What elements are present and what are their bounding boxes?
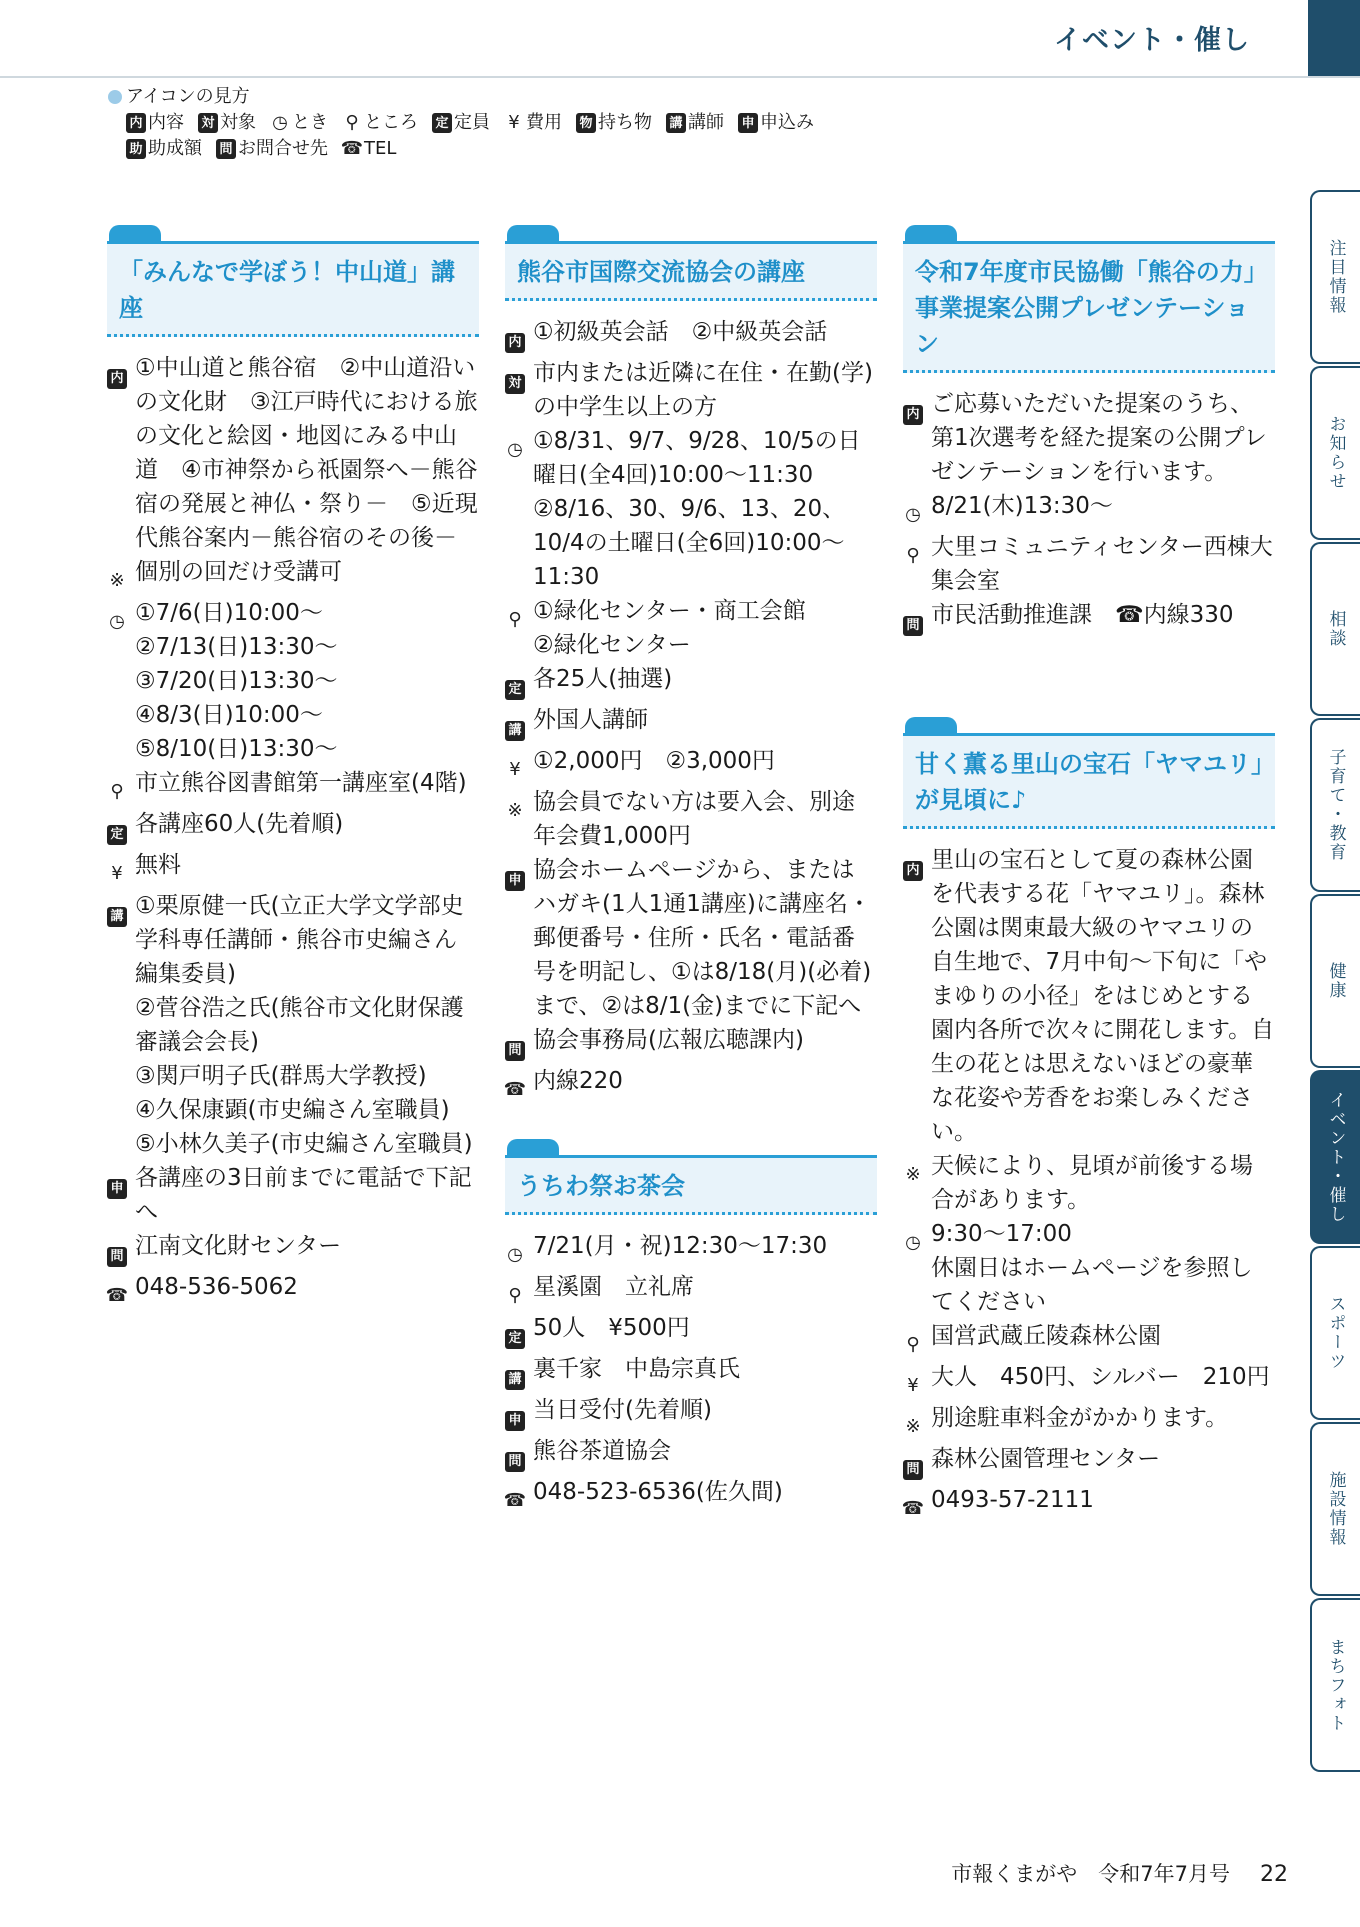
- publication-name: 市報くまがや 令和7年7月号: [951, 1862, 1230, 1886]
- info-row: [505, 744, 877, 785]
- legend-label: 申込み: [760, 112, 814, 133]
- column-right: [903, 225, 1275, 1558]
- info-row: [107, 1270, 479, 1311]
- content-icon: 内: [126, 113, 146, 133]
- info-text: 協会員でない方は要入会、別途年会費1,000円: [533, 789, 855, 849]
- info-row: [903, 1217, 1275, 1319]
- legend-label: TEL: [364, 138, 397, 159]
- info-row: [107, 596, 479, 766]
- info-row: [505, 424, 877, 594]
- card-title: 「みんなで学ぼう！中山道」講座: [107, 241, 479, 337]
- application-icon: 申: [738, 113, 758, 133]
- info-row: [903, 843, 1275, 1149]
- info-row: [903, 1319, 1275, 1360]
- info-row: [903, 1360, 1275, 1401]
- info-row: [505, 1023, 877, 1064]
- side-tab-label: 施設情報: [1325, 1471, 1346, 1547]
- side-tab-label: イベント・催し: [1325, 1090, 1346, 1224]
- info-text: ①栗原健一氏(立正大学文学部史学科専任講師・熊谷市史編さん編集委員) ②菅谷浩之氏(熊谷市文化財保護審議会会長) ③関戸明子氏(群馬大学教授) ④久保康顕(市史編さん室職員) ⑤小林久美子(市史編さん室職員): [135, 893, 473, 1157]
- info-text: 国営武蔵丘陵森林公園: [931, 1323, 1161, 1349]
- info-text: 各講座60人(先着順): [135, 811, 344, 837]
- target-icon: 対: [505, 374, 525, 394]
- content-icon: 内: [903, 861, 923, 881]
- legend-item: [126, 136, 202, 162]
- legend-item: [576, 110, 652, 136]
- legend-item: [342, 110, 418, 136]
- location-pin-icon: ⚲: [508, 609, 522, 630]
- info-row: [107, 889, 479, 1161]
- info-row: [903, 1442, 1275, 1483]
- phone-icon: ☎: [503, 1079, 527, 1100]
- header-divider: [0, 76, 1360, 78]
- capacity-icon: 定: [505, 680, 525, 700]
- info-text: 森林公園管理センター: [931, 1446, 1161, 1472]
- capacity-icon: 定: [505, 1329, 525, 1349]
- side-tab[interactable]: [1310, 542, 1360, 716]
- legend-label: 持ち物: [598, 112, 652, 133]
- info-text: 協会事務局(広報広聴課内): [533, 1027, 804, 1053]
- column-middle: [505, 225, 877, 1550]
- legend-item: [270, 110, 328, 136]
- card-tab: [905, 225, 957, 241]
- subsidy-icon: 助: [126, 139, 146, 159]
- page-number: 22: [1260, 1862, 1288, 1887]
- clock-icon: ◷: [507, 439, 523, 460]
- info-row: [505, 853, 877, 1023]
- header-accent-bar: [1308, 0, 1360, 76]
- info-row: [107, 766, 479, 807]
- phone-icon: ☎: [340, 138, 364, 159]
- event-card-kokusai: [505, 225, 877, 1105]
- inquiry-icon: 問: [216, 139, 236, 159]
- info-text: 無料: [135, 852, 181, 878]
- info-row: [903, 1149, 1275, 1217]
- info-text: 個別の回だけ受講可: [135, 559, 342, 585]
- info-row: [505, 1270, 877, 1311]
- event-card-nakasendo: [107, 225, 479, 1311]
- card-title: 令和7年度市民協働「熊谷の力」事業提案公開プレゼンテーション: [903, 241, 1275, 373]
- note-mark-icon: ※: [905, 1416, 921, 1437]
- info-row: [903, 598, 1275, 639]
- application-icon: 申: [505, 1411, 525, 1431]
- info-text: 大人 450円、シルバー 210円: [931, 1364, 1270, 1390]
- icon-legend: [108, 84, 814, 162]
- info-text: 7/21(月・祝)12:30～17:30: [533, 1233, 828, 1259]
- info-text: 各講座の3日前までに電話で下記へ: [135, 1165, 472, 1225]
- info-text: ①初級英会話 ②中級英会話: [533, 319, 828, 345]
- event-card-kumagaya-power: [903, 225, 1275, 639]
- legend-item: [738, 110, 814, 136]
- side-tab-label: まちフォト: [1325, 1637, 1346, 1733]
- legend-row: [108, 136, 814, 162]
- info-row: [107, 848, 479, 889]
- info-text: 別途駐車料金がかかります。: [931, 1405, 1229, 1431]
- info-text: 裏千家 中島宗真氏: [533, 1356, 740, 1382]
- phone-icon: ☎: [105, 1285, 129, 1306]
- yen-icon: ¥: [508, 112, 520, 133]
- card-title: 甘く薫る里山の宝石「ヤマユリ」が見頃に♪: [903, 733, 1275, 829]
- side-tab-label: スポーツ: [1325, 1295, 1346, 1371]
- info-text: 8/21(木)13:30～: [931, 493, 1113, 519]
- note-mark-icon: ※: [507, 800, 523, 821]
- info-text: 0493-57-2111: [931, 1487, 1094, 1513]
- application-icon: 申: [107, 1179, 127, 1199]
- phone-icon: ☎: [901, 1498, 925, 1519]
- info-row: [505, 1229, 877, 1270]
- info-text: 江南文化財センター: [135, 1233, 342, 1259]
- clock-icon: ◷: [905, 1232, 921, 1253]
- target-icon: 対: [198, 113, 218, 133]
- side-tab[interactable]: [1310, 1070, 1360, 1244]
- clock-icon: ◷: [272, 112, 288, 133]
- side-tab-label: 子育て・教育: [1325, 748, 1346, 862]
- capacity-icon: 定: [432, 113, 452, 133]
- event-card-yamayuri: [903, 717, 1275, 1524]
- inquiry-icon: 問: [505, 1452, 525, 1472]
- side-tab[interactable]: [1310, 1422, 1360, 1596]
- lecturer-icon: 講: [505, 1370, 525, 1390]
- info-row: [505, 1434, 877, 1475]
- info-text: 市民活動推進課 ☎内線330: [931, 602, 1234, 628]
- info-text: 星溪園 立礼席: [533, 1274, 694, 1300]
- legend-row: [108, 110, 814, 136]
- note-mark-icon: ※: [905, 1164, 921, 1185]
- info-row: [903, 530, 1275, 598]
- legend-heading: アイコンの見方: [126, 86, 250, 107]
- info-text: 天候により、見頃が前後する場合があります。: [931, 1153, 1253, 1213]
- note-mark-icon: ※: [109, 570, 125, 591]
- info-text: 里山の宝石として夏の森林公園を代表する花「ヤマユリ」。森林公園は関東最大級のヤマユリの自生地で、7月中旬～下旬に「やまゆりの小径」をはじめとする園内各所で次々に開花します。自生の花とは思えないほどの豪華な花姿や芳香をお楽しみください。: [931, 847, 1275, 1145]
- info-row: [903, 1401, 1275, 1442]
- info-text: 048-523-6536(佐久間): [533, 1479, 783, 1505]
- lecturer-icon: 講: [505, 721, 525, 741]
- info-text: ①8/31、9/7、9/28、10/5の日曜日(全4回)10:00～11:30 ②8/16、30、9/6、13、20、10/4の土曜日(全6回)10:00～11:30: [533, 428, 861, 590]
- legend-label: 費用: [526, 112, 562, 133]
- inquiry-icon: 問: [107, 1247, 127, 1267]
- content-icon: 内: [903, 405, 923, 425]
- legend-item: [216, 136, 328, 162]
- info-text: ①緑化センター・商工会館 ②緑化センター: [533, 598, 806, 658]
- legend-label: 内容: [148, 112, 184, 133]
- info-row: [505, 662, 877, 703]
- bullet-dot-icon: [108, 90, 122, 104]
- card-items: [107, 351, 479, 1311]
- location-pin-icon: ⚲: [906, 545, 920, 566]
- info-row: [505, 315, 877, 356]
- info-row: [107, 555, 479, 596]
- info-text: ご応募いただいた提案のうち、第1次選考を経た提案の公開プレゼンテーションを行います。: [931, 391, 1267, 485]
- card-items: [505, 315, 877, 1105]
- location-pin-icon: ⚲: [906, 1334, 920, 1355]
- inquiry-icon: 問: [903, 616, 923, 636]
- info-text: ①中山道と熊谷宿 ②中山道沿いの文化財 ③江戸時代における旅の文化と絵図・地図にみる中山道 ④市神祭から祇園祭へ－熊谷宿の発展と神仏・祭り－ ⑤近現代熊谷案内－熊谷宿のその後－: [135, 355, 478, 551]
- info-text: 協会ホームページから、またはハガキ(1人1通1講座)に講座名・郵便番号・住所・氏名・電話番号を明記し、①は8/18(月)(必着)まで、②は8/1(金)までに下記へ: [533, 857, 872, 1019]
- info-row: [107, 1161, 479, 1229]
- content-icon: 内: [505, 333, 525, 353]
- legend-item: [432, 110, 490, 136]
- info-text: 当日受付(先着順): [533, 1397, 712, 1423]
- phone-icon: ☎: [503, 1490, 527, 1511]
- legend-label: 助成額: [148, 138, 202, 159]
- lecturer-icon: 講: [666, 113, 686, 133]
- info-text: 市内または近隣に在住・在勤(学)の中学生以上の方: [533, 360, 873, 420]
- card-items: [505, 1229, 877, 1516]
- location-pin-icon: ⚲: [345, 112, 359, 133]
- legend-label: 対象: [220, 112, 256, 133]
- inquiry-icon: 問: [505, 1041, 525, 1061]
- card-tab: [507, 225, 559, 241]
- card-title: 熊谷市国際交流協会の講座: [505, 241, 877, 301]
- info-row: [505, 1393, 877, 1434]
- card-tab: [507, 1139, 559, 1155]
- side-tab[interactable]: [1310, 1246, 1360, 1420]
- section-title: イベント・催し: [1054, 25, 1250, 56]
- location-pin-icon: ⚲: [508, 1285, 522, 1306]
- column-left: [107, 225, 479, 1345]
- yen-icon: ¥: [907, 1375, 919, 1396]
- legend-item: [666, 110, 724, 136]
- legend-item: [198, 110, 256, 136]
- info-text: 9:30～17:00 休園日はホームページを参照してください: [931, 1221, 1253, 1315]
- side-tab[interactable]: [1310, 1598, 1360, 1772]
- side-tab-label: 健康: [1325, 962, 1346, 1000]
- capacity-icon: 定: [107, 825, 127, 845]
- inquiry-icon: 問: [903, 1460, 923, 1480]
- card-items: [903, 387, 1275, 639]
- side-tab[interactable]: [1310, 366, 1360, 540]
- card-tab: [905, 717, 957, 733]
- legend-item: [126, 110, 184, 136]
- lecturer-icon: 講: [107, 907, 127, 927]
- application-icon: 申: [505, 871, 525, 891]
- side-tab[interactable]: [1310, 190, 1360, 364]
- yen-icon: ¥: [111, 863, 123, 884]
- clock-icon: ◷: [109, 611, 125, 632]
- legend-label: 定員: [454, 112, 490, 133]
- event-card-uchiwa: [505, 1139, 877, 1516]
- info-row: [505, 703, 877, 744]
- info-text: ①2,000円 ②3,000円: [533, 748, 775, 774]
- info-text: 048-536-5062: [135, 1274, 298, 1300]
- clock-icon: ◷: [507, 1244, 523, 1265]
- info-row: [107, 351, 479, 555]
- legend-label: ところ: [364, 112, 418, 133]
- info-text: 各25人(抽選): [533, 666, 673, 692]
- info-row: [903, 489, 1275, 530]
- clock-icon: ◷: [905, 504, 921, 525]
- info-row: [505, 1311, 877, 1352]
- page-footer: [951, 1858, 1288, 1888]
- info-row: [107, 807, 479, 848]
- info-row: [903, 387, 1275, 489]
- card-title: うちわ祭お茶会: [505, 1155, 877, 1215]
- location-pin-icon: ⚲: [110, 781, 124, 802]
- card-tab: [109, 225, 161, 241]
- info-row: [505, 1475, 877, 1516]
- side-tab[interactable]: [1310, 894, 1360, 1068]
- info-text: ①7/6(日)10:00～ ②7/13(日)13:30～ ③7/20(日)13:30～ ④8/3(日)10:00～ ⑤8/10(日)13:30～: [135, 600, 338, 762]
- info-text: 市立熊谷図書館第一講座室(4階): [135, 770, 467, 796]
- side-tab[interactable]: [1310, 718, 1360, 892]
- info-row: [505, 1352, 877, 1393]
- content-icon: 内: [107, 369, 127, 389]
- yen-icon: ¥: [509, 759, 521, 780]
- side-tab-label: お知らせ: [1325, 415, 1346, 491]
- info-text: 50人 ¥500円: [533, 1315, 690, 1341]
- info-text: 外国人講師: [533, 707, 648, 733]
- info-text: 大里コミュニティセンター西棟大集会室: [931, 534, 1273, 594]
- card-items: [903, 843, 1275, 1524]
- info-row: [505, 594, 877, 662]
- info-row: [903, 1483, 1275, 1524]
- info-row: [505, 785, 877, 853]
- legend-label: とき: [292, 112, 328, 133]
- side-tab-label: 注目情報: [1325, 239, 1346, 315]
- info-row: [107, 1229, 479, 1270]
- info-text: 熊谷茶道協会: [533, 1438, 671, 1464]
- legend-label: お問合せ先: [238, 138, 328, 159]
- info-text: 内線220: [533, 1068, 623, 1094]
- section-side-tabs: [1310, 190, 1360, 1774]
- side-tab-label: 相談: [1325, 610, 1346, 648]
- info-row: [505, 356, 877, 424]
- belongings-icon: 物: [576, 113, 596, 133]
- legend-item: [342, 136, 396, 162]
- info-row: [505, 1064, 877, 1105]
- legend-label: 講師: [688, 112, 724, 133]
- legend-item: [504, 110, 562, 136]
